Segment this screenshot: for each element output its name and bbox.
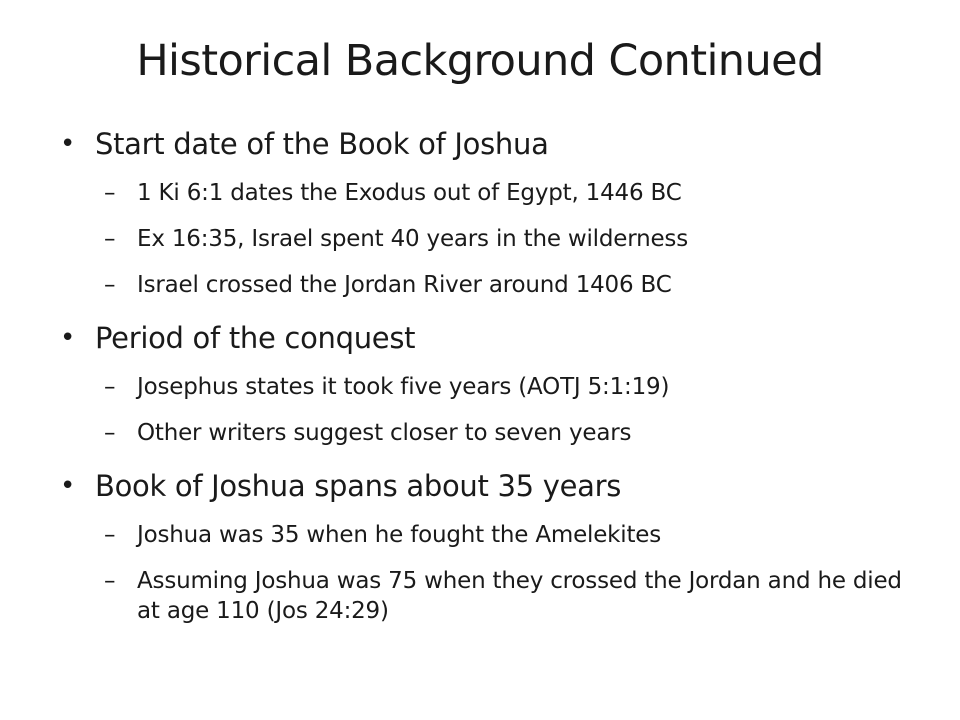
bullet-text: Start date of the Book of Joshua: [95, 127, 549, 161]
bullet-dot: •: [60, 129, 76, 159]
bullet-list: [60, 118, 930, 626]
sub-bullet-text: Assuming Joshua was 75 when they crossed the Jordan and he died at age 110 (Jos 24:29): [137, 568, 902, 624]
bullet-item: [60, 312, 930, 364]
sub-bullet-text: Joshua was 35 when he fought the Amelekites: [137, 522, 662, 548]
slide-title: Historical Background Continued: [136, 36, 824, 86]
bullet-text: Period of the conquest: [95, 321, 416, 355]
bullet-item: [60, 118, 930, 170]
bullet-dot: •: [60, 323, 76, 353]
sub-bullet-text: Israel crossed the Jordan River around 1406 BC: [137, 272, 672, 298]
sub-bullet-item: [60, 566, 930, 626]
bullet-text: Book of Joshua spans about 35 years: [95, 469, 622, 503]
sub-bullet-item: [60, 372, 930, 402]
bullet-dot: •: [60, 471, 76, 501]
sub-bullet-text: 1 Ki 6:1 dates the Exodus out of Egypt, 1446 BC: [137, 180, 682, 206]
dash-marker: –: [104, 420, 116, 446]
sub-bullet-item: [60, 520, 930, 550]
dash-marker: –: [104, 180, 116, 206]
sub-bullet-item: [60, 418, 930, 448]
sub-bullet-text: Ex 16:35, Israel spent 40 years in the wilderness: [137, 226, 688, 252]
sub-bullet-item: [60, 224, 930, 254]
sub-bullet-item: [60, 270, 930, 300]
dash-marker: –: [104, 226, 116, 252]
sub-bullet-text: Other writers suggest closer to seven years: [137, 420, 632, 446]
dash-marker: –: [104, 374, 116, 400]
dash-marker: –: [104, 568, 116, 594]
dash-marker: –: [104, 522, 116, 548]
bullet-item: [60, 460, 930, 512]
dash-marker: –: [104, 272, 116, 298]
sub-bullet-text: Josephus states it took five years (AOTJ 5:1:19): [137, 374, 670, 400]
sub-bullet-item: [60, 178, 930, 208]
